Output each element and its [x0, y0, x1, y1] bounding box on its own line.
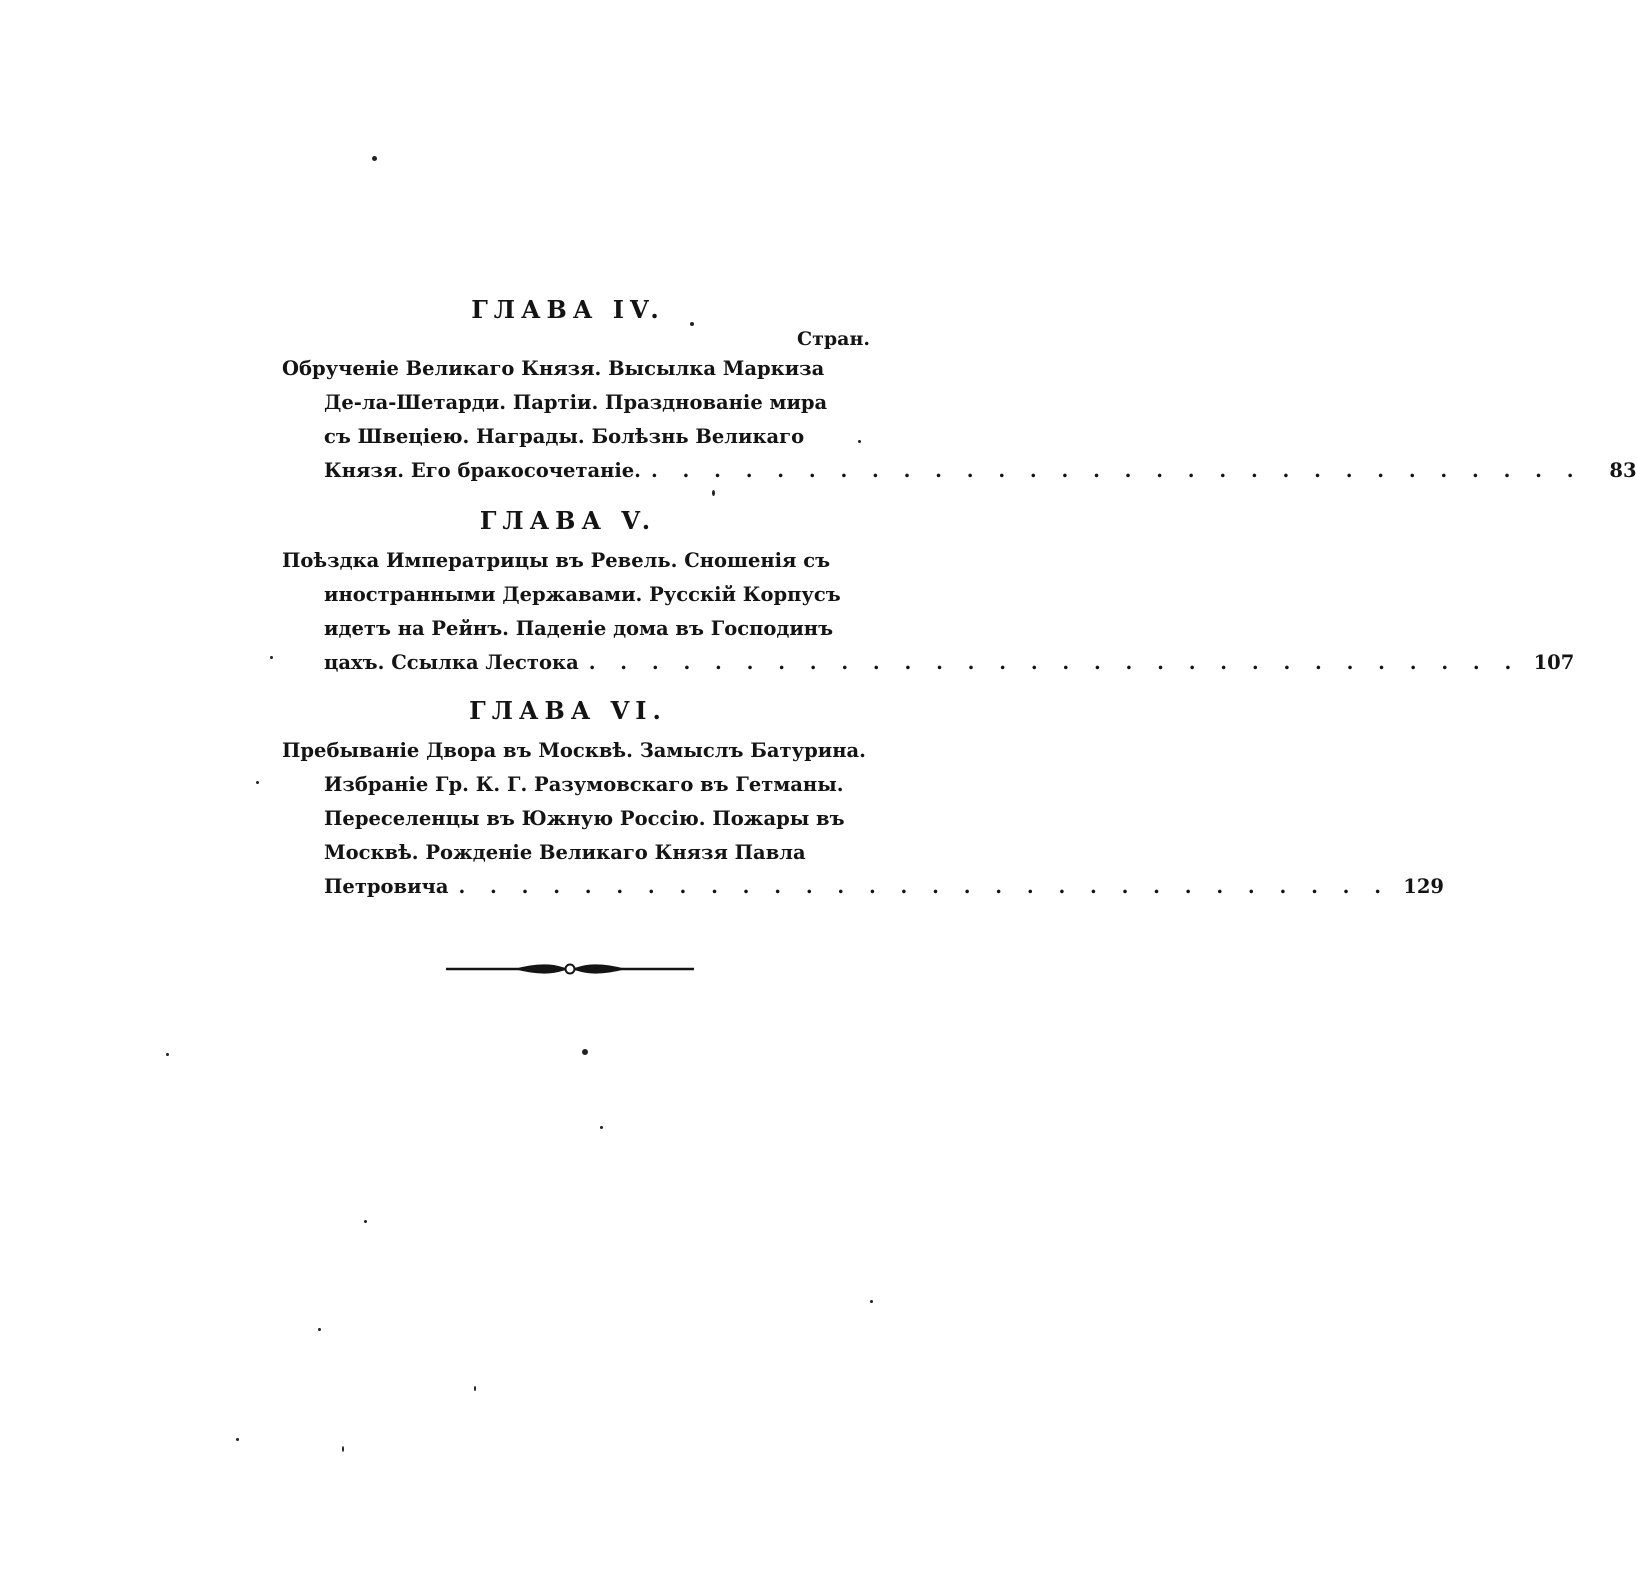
page-number: 107 — [1533, 651, 1575, 674]
toc-entry-chapter-5 — [282, 544, 1575, 680]
toc-line — [282, 646, 1575, 680]
toc-line: Москвѣ. Рожденіе Великаго Князя Павла — [324, 841, 806, 864]
toc-entry-chapter-4 — [282, 352, 1637, 488]
scan-speck — [166, 1053, 169, 1056]
scan-speck — [712, 490, 715, 496]
toc-line: Пребываніе Двора въ Москвѣ. Замыслъ Батурина. — [282, 739, 866, 762]
page-number: 83 — [1609, 459, 1637, 482]
scan-speck — [364, 1220, 367, 1223]
toc-line: иностранными Державами. Русскій Корпусъ — [324, 583, 841, 606]
page-number: 129 — [1403, 875, 1445, 898]
toc-line: Поѣздка Императрицы въ Ревель. Сношенія съ — [282, 549, 831, 572]
scan-speck — [690, 322, 694, 326]
toc-line-text: Петровича — [324, 875, 449, 898]
scan-speck — [256, 781, 259, 784]
toc-line: идетъ на Рейнъ. Паденіе дома въ Господинъ — [324, 617, 834, 640]
scan-speck — [372, 156, 377, 161]
chapter-heading-6: ГЛАВА VI. — [469, 696, 667, 725]
toc-line: Переселенцы въ Южную Россію. Пожары въ — [324, 807, 845, 830]
scan-speck — [600, 1126, 603, 1129]
chapter-heading-4: ГЛАВА IV. — [471, 295, 665, 324]
dot-leader: . . . . . . . . . . . . . . . . . . . . . . . . . . . . . . — [458, 875, 1391, 898]
ornament-divider — [444, 958, 696, 980]
scan-speck — [582, 1049, 588, 1055]
toc-line-text: Князя. Его бракосочетаніе. — [324, 459, 641, 482]
scan-speck — [858, 440, 861, 443]
dot-leader: . . . . . . . . . . . . . . . . . . . . . . . . . . . . . . — [650, 459, 1583, 482]
dot-leader: . . . . . . . . . . . . . . . . . . . . . . . . . . . . . . — [588, 651, 1521, 674]
page-column-label: Стран. — [796, 328, 870, 350]
scan-speck — [318, 1328, 321, 1331]
toc-line: Де-ла-Шетарди. Партіи. Празднованіе мира — [324, 391, 828, 414]
toc-line — [282, 454, 1637, 488]
scan-speck — [870, 1300, 873, 1303]
toc-line: съ Швеціею. Награды. Болѣзнь Великаго — [324, 425, 805, 448]
scan-speck — [474, 1386, 476, 1391]
toc-line-text: цахъ. Ссылка Лестока — [324, 651, 579, 674]
toc-line — [282, 870, 1445, 904]
scan-speck — [342, 1446, 344, 1452]
toc-line: Избраніе Гр. К. Г. Разумовскаго въ Гетманы. — [324, 773, 844, 796]
scan-speck — [236, 1438, 239, 1441]
toc-line: Обрученіе Великаго Князя. Высылка Маркиза — [282, 357, 825, 380]
scan-speck — [270, 656, 273, 659]
chapter-heading-5: ГЛАВА V. — [479, 506, 657, 535]
toc-entry-chapter-6 — [282, 734, 1445, 904]
